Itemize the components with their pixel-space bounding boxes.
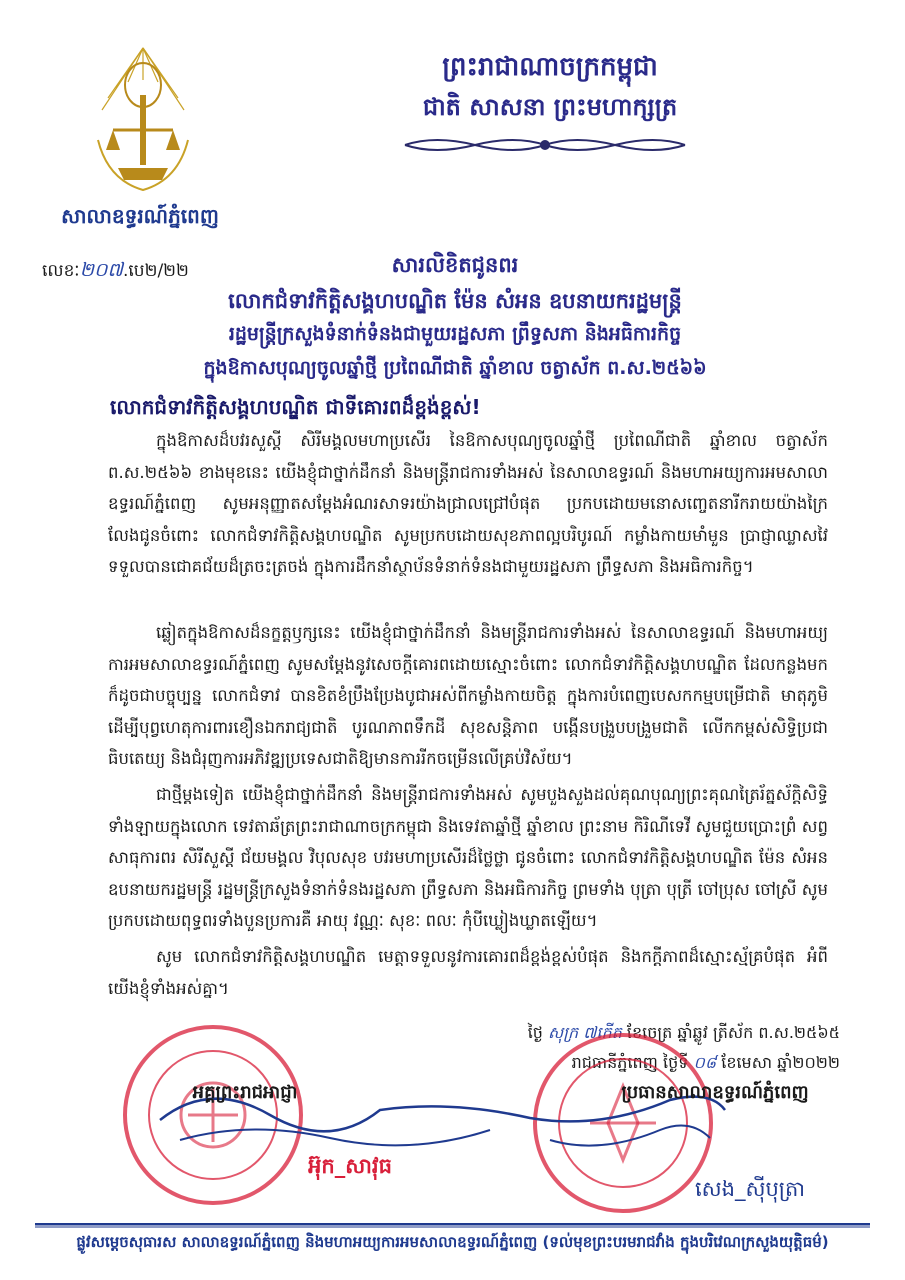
reference-suffix: .បេ២/២២ — [122, 261, 189, 281]
national-motto: ជាតិ សាសនា ព្រះមហាក្សត្រ — [422, 93, 678, 121]
court-name: សាលាឧទ្ធរណ៍ភ្នំពេញ — [61, 204, 219, 228]
lunar-date-rest: ខែចេត្រ ឆ្នាំឆ្លូវ ត្រីស័ក ព.ស.២៥៦៥ — [626, 1023, 840, 1042]
month-year: ខែមេសា ឆ្នាំ២០២២ — [721, 1053, 840, 1072]
recipient-line: លោកជំទាវកិត្តិសង្គហបណ្ឌិត ម៉ែន សំអន ឧបនាយករដ្ឋមន្ត្រី — [228, 289, 682, 313]
body-paragraph-2: ឆ្លៀតក្នុងឱកាសដ៏នក្ខត្តឫក្សនេះ យើងខ្ញុំជាថ្នាក់ដឹកនាំ និងមន្ត្រីរាជការទាំងអស់ នៃសាលាឧទ្ធរណ៍ និងមហាអយ្យការអមសាលាឧទ្ធរណ៍ភ្នំពេញ សូមសម្តែងនូវសេចក្តីគោរពដោយស្មោះចំពោះ លោកជំទាវកិត្តិសង្គហបណ្ឌិត ដែលកន្លងមកក៏ដូចជាបច្ចុប្បន្ន លោកជំទាវ បានខិតខំប្រឹងប្រែងបូជាអស់ពីកម្លាំងកាយចិត្ត ក្នុងការបំពេញបេសកកម្មបម្រើជាតិ មាតុភូមិ ដើម្បីបុព្វហេតុការពារខឿនឯករាជ្យជាតិ បូរណភាពទឹកដី សុខសន្តិភាព បង្កើនបង្រួបបង្រួមជាតិ លើកកម្ពស់សិទ្ធិប្រជាធិបតេយ្យ និងជំរុញការអភិវឌ្ឍប្រទេសជាតិឱ្យមានការរីកចម្រើនលើគ្រប់វិស័យ។ — [108, 623, 828, 769]
left-signatory-name: អ៊ុក_សាវុធ — [308, 1154, 392, 1178]
body-paragraph-1: ក្នុងឱកាសដ៏បវរសួស្តី សិរីមង្គលមហាប្រសើរ នៃឱកាសបុណ្យចូលឆ្នាំថ្មី ប្រពៃណីជាតិ ឆ្នាំខាល ចត្វាស័ក ព.ស.២៥៦៦ ខាងមុខនេះ យើងខ្ញុំជាថ្នាក់ដឹកនាំ និងមន្ត្រីរាជការទាំងអស់ នៃសាលាឧទ្ធរណ៍ និងមហាអយ្យការអមសាលាឧទ្ធរណ៍ភ្នំពេញ សូមអនុញ្ញាតសម្តែងអំណរសាទរយ៉ាងជ្រាលជ្រៅបំផុត ប្រកបដោយមនោសញ្ចេតនារីករាយយ៉ាងក្រៃលែងជូនចំពោះ លោកជំទាវកិត្តិសង្គហបណ្ឌិត សូមប្រកបដោយសុខភាពល្អបរិបូរណ៍ កម្លាំងកាយមាំមួន ប្រាជ្ញាឈ្លាសវៃ ទទួលបានជោគជ័យដ៏ត្រចះត្រចង់ ក្នុងការដឹកនាំស្ថាប័នទំនាក់ទំនងជាមួយរដ្ឋសភា ព្រឹទ្ធសភា និងអធិការកិច្ច។ — [108, 431, 828, 577]
letter-title: សារលិខិតជូនពរ — [391, 253, 519, 277]
footer-address: ផ្លូវសម្តេចសុធារស សាលាឧទ្ធរណ៍ភ្នំពេញ និងមហាអយ្យការអមសាលាឧទ្ធរណ៍ភ្នំពេញ (ទល់មុខព្រះបរមរាជវាំង ក្នុងបរិវេណក្រសួងយុត្តិធម៌) — [76, 1233, 829, 1251]
divider-ornament-icon — [395, 132, 695, 158]
lunar-date-prefix: ថ្ងៃ — [527, 1023, 543, 1042]
salutation: លោកជំទាវកិត្តិសង្គហបណ្ឌិត ជាទីគោរពដ៏ខ្ពង់ខ្ពស់! — [110, 395, 481, 419]
occasion-line: ក្នុងឱកាសបុណ្យចូលឆ្នាំថ្មី ប្រពៃណីជាតិ ឆ្នាំខាល ចត្វាស័ក ព.ស.២៥៦៦ — [203, 357, 707, 379]
reference-handwritten-number: ២០៧ — [79, 259, 123, 281]
right-signatory-name: សេង_ស៊ីបុត្រា — [694, 1177, 806, 1201]
body-paragraph-3: ជាថ្មីម្តងទៀត យើងខ្ញុំជាថ្នាក់ដឹកនាំ និងមន្ត្រីរាជការទាំងអស់ សូមបួងសួងដល់គុណបុណ្យព្រះគុណត្រៃរ័ត្នស័ក្តិសិទ្ធិទាំងឡាយក្នុងលោក ទេវតាឆ័ត្រព្រះរាជាណាចក្រកម្ពុជា និងទេវតាឆ្នាំថ្មី ឆ្នាំខាល ព្រះនាម កិរិណីទេវី សូមជួយប្រោះព្រំ សព្វសាធុការពរ សិរីសួស្តី ជ័យមង្គល វិបុលសុខ បវរមហាប្រសើរដ៏ថ្លៃថ្លា ជូនចំពោះ លោកជំទាវកិត្តិសង្គហបណ្ឌិត ម៉ែន សំអន ឧបនាយករដ្ឋមន្ត្រី រដ្ឋមន្ត្រីក្រសួងទំនាក់ទំនងរដ្ឋសភា ព្រឹទ្ធសភា និងអធិការកិច្ច ព្រមទាំង បុត្រា បុត្រី ចៅប្រុស ចៅស្រី សូមប្រកបដោយពុទ្ធពរទាំងបួនប្រការគឺ អាយុ វណ្ណៈ សុខៈ ពលៈ កុំបីឃ្លៀងឃ្លាតឡើយ។ — [108, 785, 828, 931]
lunar-date-handwritten: សុក្រ ៧កើត — [548, 1023, 622, 1042]
court-emblem-icon — [88, 40, 198, 200]
footer-divider — [35, 1223, 870, 1229]
reference-prefix: លេខៈ — [42, 261, 80, 281]
left-signatory-title: អគ្គព្រះរាជអាជ្ញា — [192, 1082, 298, 1103]
body-paragraph-4: សូម លោកជំទាវកិត្តិសង្គហបណ្ឌិត មេត្តាទទួលនូវការគោរពដ៏ខ្ពង់ខ្ពស់បំផុត និងកក្តីភាពដ៏ស្មោះស្ម័គ្របំផុត អំពីយើងខ្ញុំទាំងអស់គ្នា។ — [108, 947, 828, 998]
right-signatory-title: ប្រធានសាលាឧទ្ធរណ៍ភ្នំពេញ — [621, 1082, 809, 1103]
day-handwritten: ០៨ — [693, 1053, 717, 1072]
city-date-prefix: រាជធានីភ្នំពេញ ថ្ងៃទី — [571, 1053, 689, 1072]
recipient-ministry-line: រដ្ឋមន្ត្រីក្រសួងទំនាក់ទំនងជាមួយរដ្ឋសភា ព្រឹទ្ធសភា និងអធិការកិច្ច — [228, 323, 682, 345]
kingdom-heading: ព្រះរាជាណាចក្រកម្ពុជា — [442, 52, 658, 82]
